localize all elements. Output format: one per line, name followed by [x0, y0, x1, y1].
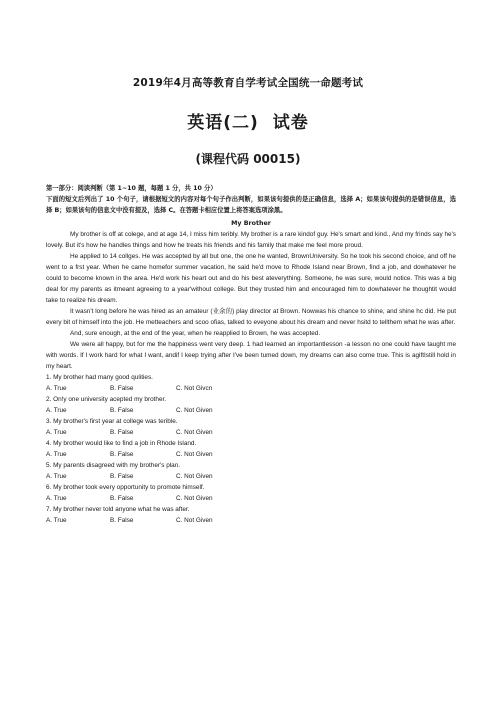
option-a: A. True: [46, 385, 67, 392]
course-code: (课程代码 00015): [195, 152, 301, 166]
option-c: C. Not Given: [176, 473, 213, 480]
passage-paragraph: We were all happy, but for me the happiness went very deep. 1 had learned an importantlesson -a lesson no one could have taught me with words. If I work hard for what I want, andif I keep trying after I've been tumed down, my dreams can also come true. This is agiftIstill hold in my heart.: [46, 341, 456, 370]
option-b: B. False: [110, 429, 134, 436]
option-b: B. False: [110, 407, 134, 414]
option-a: A. True: [46, 429, 67, 436]
passage-paragraph: And, sure enough, at the end of the year, when he reapplied to Brown, he was accepted.: [70, 330, 321, 337]
question-options: [46, 427, 456, 438]
question-stem: 6. My brother took every opportunity to promote himself.: [46, 484, 205, 491]
option-c: C. Not Given: [176, 429, 213, 436]
option-c: C. Not Given: [176, 517, 213, 524]
question-stem: 5. My parents disagreed with my brother's plan.: [46, 462, 181, 469]
option-a: A. True: [46, 473, 67, 480]
question-options: [46, 493, 456, 504]
option-b: B. False: [110, 473, 134, 480]
question-stem: 7. My brother never told anyone what he was after.: [46, 506, 190, 513]
exam-title: 2019年4月高等教育自学考试全国统一命题考试: [132, 77, 364, 89]
question-options: [46, 449, 456, 460]
question-stem: 3. My brother's first year at college was terible.: [46, 418, 178, 425]
option-a: A. True: [46, 517, 67, 524]
option-c: C. Not Given: [176, 407, 213, 414]
paper-label: 试卷: [272, 113, 309, 133]
passage-title: My Brother: [231, 220, 271, 227]
option-b: B. False: [110, 385, 134, 392]
option-a: A. True: [46, 407, 67, 414]
section-instruction: 下面的短文后列出了 10 个句子，请根据短文的内容对每个句子作出判断，如果该句提供的是正确信息，选择 A；如果该句提供的是错误信息，选择 B；如果该句的信息文中没有提及，选择 C。在答题卡相应位置上将答案选项涂黑。: [46, 196, 456, 214]
section-heading: 第一部分：阅读判断（第 1~10 题，每题 1 分，共 10 分）: [46, 185, 217, 192]
subject-title: [0, 108, 496, 133]
section-1: [46, 183, 456, 526]
option-b: B. False: [110, 517, 134, 524]
option-c: C. Not Given: [176, 451, 213, 458]
passage-paragraph: It wasn't long before he was hired as an amateur (业余的) play director at Brown. Nowwas his chance to shine, and shine hc did. He put every bit of himself into the job. He metteachers and scoo ofias, talked to eveyone about his dream and never hsitd to tellthem what he was after.: [46, 308, 456, 326]
option-b: B. False: [110, 495, 134, 502]
option-a: A. True: [46, 451, 67, 458]
question-options: [46, 383, 456, 394]
option-c: C. Not Givcn: [176, 385, 213, 392]
passage-paragraph: He applied to 14 collges. He was accepted by all but one, the one he wanted, BrownUniversity. So he took his second choice, and off he went to a frst year. When he came homefor summer vacation, he said he'd move to Rhode Island near Brown, find a job, and dowhatever he could to become known in the area. He'd work his heart out and do his best ateverything. Someone, he was sure, would notice. This was a big deal for my parents as itmeant agreeing to a year'without college. But they trusted him and encouraged him to dowhatever he thoughtit would take to realize his dream.: [46, 253, 456, 304]
option-b: B. False: [110, 451, 134, 458]
option-c: C. Not Given: [176, 495, 213, 502]
option-a: A. True: [46, 495, 67, 502]
question-options: [46, 515, 456, 526]
question-stem: 1. My brother had many good qulities.: [46, 374, 153, 381]
passage-paragraph: My brother is off at colege, and at age 14, I miss him teribly. My brother is a rare kindof guy. He's smart and kind., And my frinds say he's lovely. But it's how he handles things and how he treats his friends and his family that make me feel more proud.: [46, 231, 456, 249]
question-options: [46, 405, 456, 416]
question-stem: 4. My brother would like to find a job in Rhode Island.: [46, 440, 197, 447]
subject-name: 英语(二): [187, 113, 259, 133]
question-stem: 2. On!y one university acepted my brother.: [46, 396, 167, 403]
question-options: [46, 471, 456, 482]
